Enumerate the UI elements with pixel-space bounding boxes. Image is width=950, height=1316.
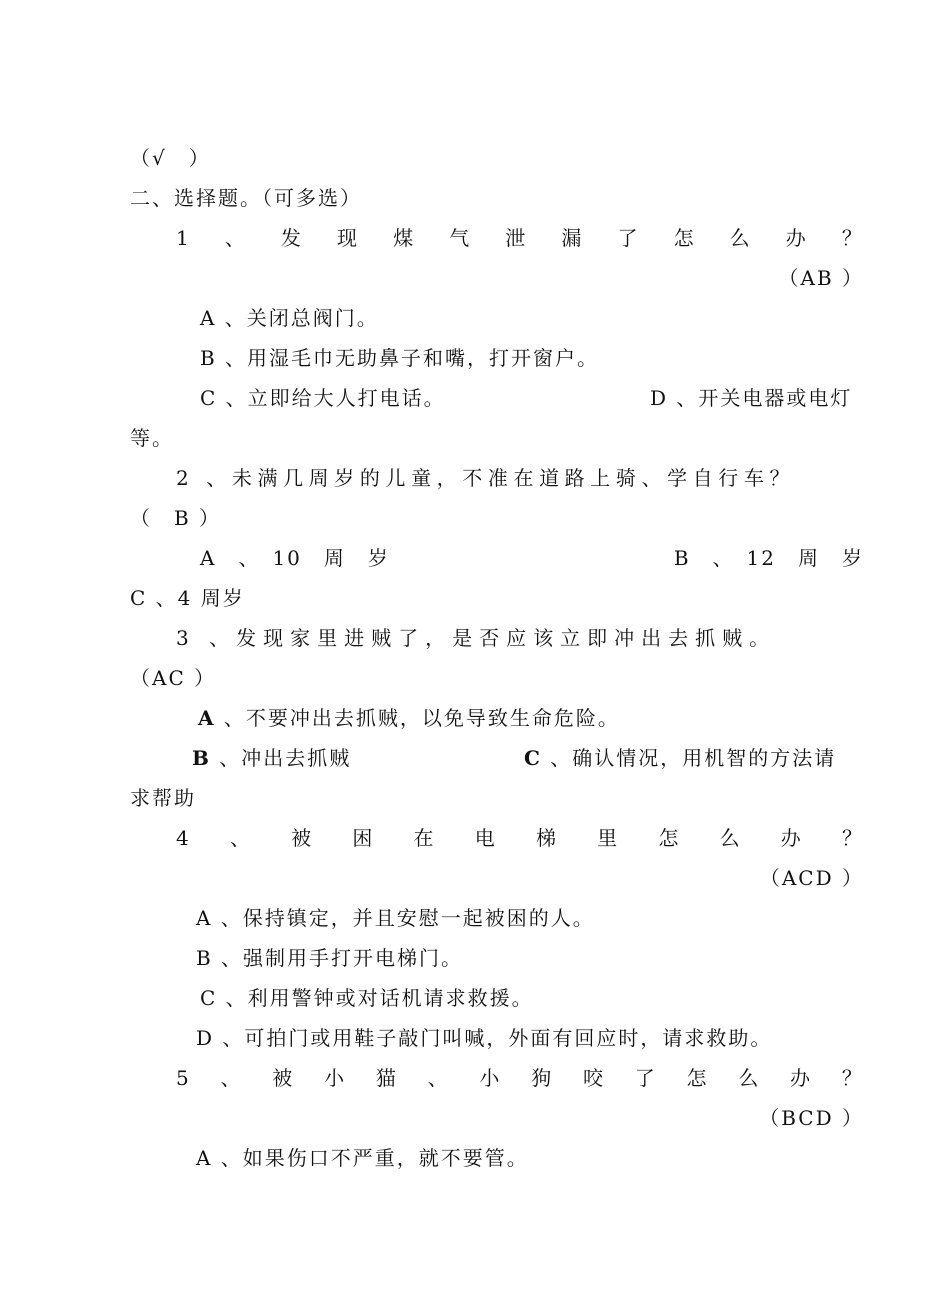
question-2-option-b: B 、 12 周 岁: [673, 546, 864, 570]
question-5: 5 、 被 小 猫 、 小 狗 咬 了 怎 么 办 ？: [176, 1066, 862, 1090]
question-5-option-a: A 、如果伤口不严重，就不要管。: [196, 1146, 529, 1170]
question-4: 4 、 被 困 在 电 梯 里 怎 么 办 ？: [176, 826, 862, 850]
question-4-option-c: C 、利用警钟或对话机请求救援。: [200, 986, 534, 1010]
question-2: 2 、未满几周岁的儿童，不准在道路上骑、学自行车？: [176, 466, 796, 490]
question-1-option-d: D 、开关电器或电灯: [650, 386, 853, 410]
question-3: 3 、发现家里进贼了，是否应该立即冲出去抓贼。: [176, 626, 777, 650]
question-4-answer: （ACD ）: [759, 866, 864, 890]
question-1: 1 、 发 现 煤 气 泄 漏 了 怎 么 办 ？: [176, 226, 862, 250]
question-1-answer: （AB ）: [778, 266, 864, 290]
question-4-option-b: B 、强制用手打开电梯门。: [196, 946, 464, 970]
question-3-option-c-continued: 求帮助: [130, 786, 196, 810]
question-1-option-b: B 、用湿毛巾无助鼻子和嘴，打开窗户。: [200, 346, 600, 370]
question-3-option-b: B 、冲出去抓贼: [192, 746, 352, 770]
previous-answer: （√ ）: [130, 146, 211, 170]
question-2-option-a: A 、 10 周 岁: [200, 546, 390, 570]
question-2-answer: （ B ）: [130, 506, 222, 530]
question-3-answer: （AC ）: [130, 666, 217, 690]
question-2-option-c: C 、4 周岁: [130, 586, 245, 610]
question-1-option-d-continued: 等。: [130, 426, 174, 450]
question-4-option-a: A 、保持镇定，并且安慰一起被困的人。: [196, 906, 595, 930]
question-3-option-a: A 、不要冲出去抓贼，以免导致生命危险。: [198, 706, 620, 730]
question-1-option-c: C 、立即给大人打电话。: [200, 386, 446, 410]
question-5-answer: （BCD ）: [759, 1106, 864, 1130]
question-4-option-d: D 、可拍门或用鞋子敲门叫喊，外面有回应时，请求救助。: [196, 1026, 773, 1050]
question-3-option-c: C 、确认情况，用机智的方法请: [524, 746, 837, 770]
section-heading: 二、选择题。（可多选）: [130, 186, 362, 210]
question-1-option-a: A 、关闭总阀门。: [200, 306, 379, 330]
